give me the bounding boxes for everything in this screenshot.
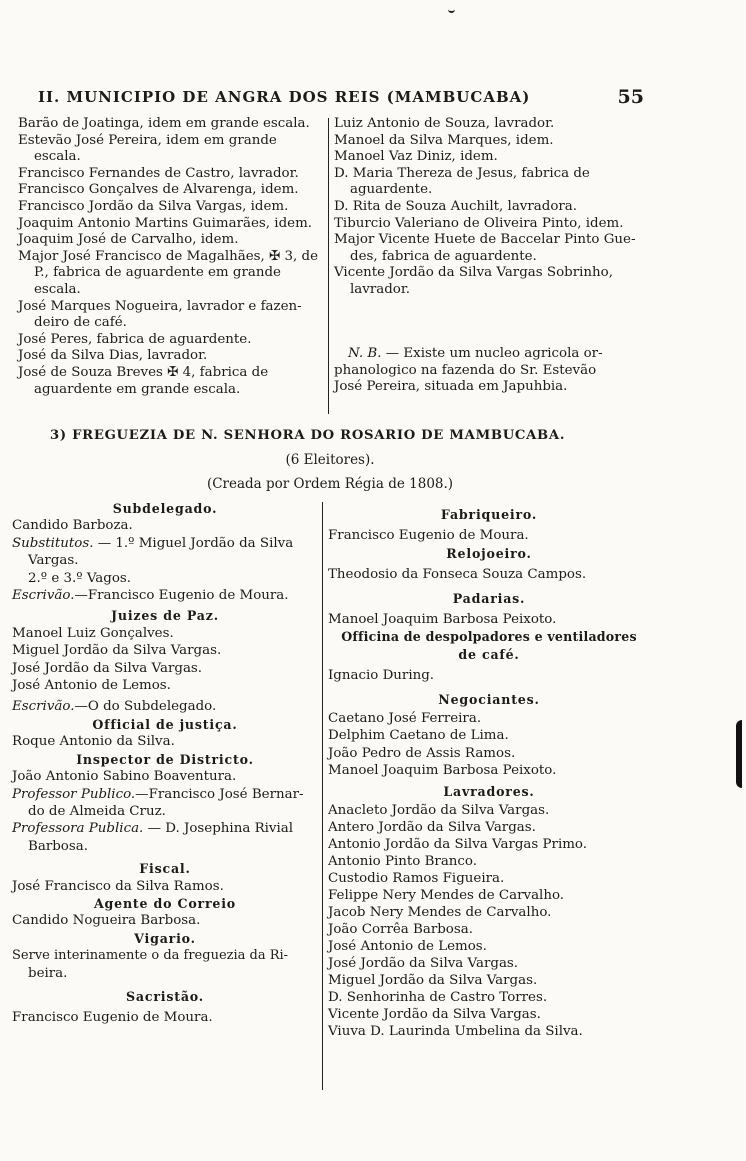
note-line-3: José Pereira, situada em Japuhbia. [334,379,568,395]
lavrador-name: Vicente Jordão da Silva Vargas. [328,1007,541,1023]
entry-line: Francisco Fernandes de Castro, lavrador. [18,165,299,181]
note-line-1: — Existe um nucleo agricola or- [385,346,603,361]
lavrador-name: Antero Jordão da Silva Vargas. [328,820,536,836]
entry-line: P., fabrica de aguardente em grande [34,265,281,281]
entry-line: Francisco Jordão da Silva Vargas, idem. [18,198,289,214]
ink-mark-right [736,720,742,788]
heading-lavradores: Lavradores. [443,783,535,799]
entry-line: José de Souza Breves ✠ 4, fabrica de [18,364,269,380]
inspector-name: João Antonio Sabino Boaventura. [12,769,237,785]
entry-line: D. Maria Thereza de Jesus, fabrica de [334,165,590,181]
bottom-left-column [12,500,318,1027]
juiz-name: Miguel Jordão da Silva Vargas. [12,643,222,659]
negociante-name: João Pedro de Assis Ramos. [328,745,516,761]
lavrador-name: Miguel Jordão da Silva Vargas. [328,973,538,989]
entry-line: Joaquim Antonio Martins Guimarães, idem. [18,215,313,231]
heading-negociantes: Negociantes. [438,691,540,707]
entry-line: D. Rita de Souza Auchilt, lavradora. [334,198,578,214]
heading-relojoeiro: Relojoeiro. [446,545,532,561]
entry-line: Francisco Gonçalves de Alvarenga, idem. [18,182,299,198]
page-header [38,86,644,110]
professor-line-1: —Francisco José Bernar- [135,786,304,802]
heading-agente: Agente do Correio [93,895,237,911]
lavrador-name: José Antonio de Lemos. [328,939,487,955]
entry-line: Major Vicente Huete de Baccelar Pinto Gue- [334,232,636,248]
heading-inspector: Inspector de Districto. [76,751,254,767]
substitutos-label: Substitutos. [12,535,94,551]
heading-vigario: Vigario. [134,930,196,946]
escrivao2-label: Escrivão. [12,699,75,715]
juiz-name: Manoel Luiz Gonçalves. [12,625,174,641]
ink-mark-top [448,6,455,13]
negociante-name: Caetano José Ferreira. [328,711,482,727]
entry-line: escala. [34,281,81,297]
entry-line: José Marques Nogueira, lavrador e fazen- [18,298,302,314]
lavrador-name: Custodio Ramos Figueira. [328,871,505,887]
negociante-name: Delphim Caetano de Lima. [328,728,509,744]
subdelegado-name: Candido Barboza. [12,518,133,534]
heading-fabriqueiro: Fabriqueiro. [440,507,538,522]
professora-label: Professora Publica. [12,821,144,837]
professora-line-1: — D. Josephina Rivial [147,821,294,837]
page-header-title: II. MUNICIPIO DE ANGRA DOS REIS (MAMBUCABA) [38,88,531,106]
padarias-name: Manoel Joaquim Barbosa Peixoto. [328,612,557,628]
heading-officina-2: de café. [458,646,520,662]
oficial-name: Roque Antonio da Silva. [12,734,175,750]
heading-sacristao: Sacristão. [126,988,204,1004]
escrivao-name: —Francisco Eugenio de Moura. [74,588,289,604]
heading-officina-1: Officina de despolpadores e ventiladores [341,629,637,645]
top-left-column [18,116,326,398]
note-block [334,346,650,396]
substitutos-line-3: 2.º e 3.º Vagos. [28,570,132,586]
heading-padarias: Padarias. [452,590,526,606]
relojoeiro-name: Theodosio da Fonseca Souza Campos. [328,567,587,583]
lavrador-name: Felippe Nery Mendes de Carvalho. [328,888,565,904]
entry-line: escala. [34,149,81,165]
lavrador-name: Antonio Jordão da Silva Vargas Primo. [328,837,588,853]
entry-line: lavrador. [350,281,411,297]
vigario-line-2: beira. [28,965,68,981]
section-title: 3) FREGUEZIA DE N. SENHORA DO ROSARIO DE MAMBUCABA. [50,428,566,443]
heading-subdelegado: Subdelegado. [112,501,218,516]
professora-line-2: Barbosa. [28,838,88,854]
entry-line: Joaquim José de Carvalho, idem. [18,232,239,248]
bottom-right-column [328,506,650,1040]
section-electors: (6 Eleitores). [285,452,375,468]
top-right-column [334,116,650,299]
juizes-list [12,625,318,695]
entry-line: aguardente. [350,182,433,198]
entry-line: Luiz Antonio de Souza, lavrador. [334,116,555,131]
agente-name: Candido Nogueira Barbosa. [12,913,201,929]
entry-line: Estevão José Pereira, idem em grande [18,132,277,148]
juiz-name: José Antonio de Lemos. [12,678,171,694]
entry-line: deiro de café. [34,315,127,331]
negociantes-list [328,710,650,780]
juiz-name: José Jordão da Silva Vargas. [12,660,203,676]
substitutos-line-2: Vargas. [28,553,79,569]
entry-line: Barão de Joatinga, idem em grande escala. [18,116,310,131]
escrivao2-name: —O do Subdelegado. [74,699,217,715]
entry-line: Tiburcio Valeriano de Oliveira Pinto, idem. [334,215,624,231]
section-created: (Creada por Ordem Régia de 1808.) [206,476,454,492]
lavrador-name: João Corrêa Barbosa. [328,922,473,938]
officina-name: Ignacio During. [328,668,435,684]
entry-line: Vicente Jordão da Silva Vargas Sobrinho, [334,265,613,281]
professor-line-2: do de Almeida Cruz. [28,803,166,819]
sacristao-name: Francisco Eugenio de Moura. [12,1010,213,1026]
column-divider-bottom [322,502,323,1090]
entry-line: José da Silva Dias, lavrador. [18,348,208,364]
entry-line: José Peres, fabrica de aguardente. [18,331,252,347]
heading-fiscal: Fiscal. [139,861,191,877]
negociante-name: Manoel Joaquim Barbosa Peixoto. [328,763,557,779]
heading-juizes: Juizes de Paz. [111,608,219,624]
entry-line: aguardente em grande escala. [34,381,241,397]
lavrador-name: D. Senhorinha de Castro Torres. [328,990,548,1006]
entry-line: Manoel Vaz Diniz, idem. [334,149,498,165]
lavrador-name: Antonio Pinto Branco. [328,854,478,870]
lavradores-list [328,802,650,1040]
note-label: N. B. [348,346,382,361]
fabriqueiro-name: Francisco Eugenio de Moura. [328,528,529,544]
lavrador-name: José Jordão da Silva Vargas. [328,956,519,972]
professor-label: Professor Publico. [12,786,136,802]
entry-line: Manoel da Silva Marques, idem. [334,132,554,148]
fiscal-name: José Francisco da Silva Ramos. [12,878,224,894]
entry-line: Major José Francisco de Magalhães, ✠ 3, de [18,248,319,264]
substitutos-line-1: — 1.º Miguel Jordão da Silva [97,535,294,551]
vigario-line-1: Serve interinamente o da freguezia da Ri- [12,948,289,964]
lavrador-name: Viuva D. Laurinda Umbelina da Silva. [328,1024,583,1040]
lavrador-name: Jacob Nery Mendes de Carvalho. [328,905,552,921]
entry-line: des, fabrica de aguardente. [350,248,537,264]
page-number: 55 [617,86,644,108]
column-divider-top [328,118,329,414]
escrivao-label: Escrivão. [12,588,75,604]
heading-oficial: Official de justiça. [92,716,238,732]
lavrador-name: Anacleto Jordão da Silva Vargas. [328,803,550,819]
note-line-2: phanologico na fazenda do Sr. Estevão [334,362,597,378]
